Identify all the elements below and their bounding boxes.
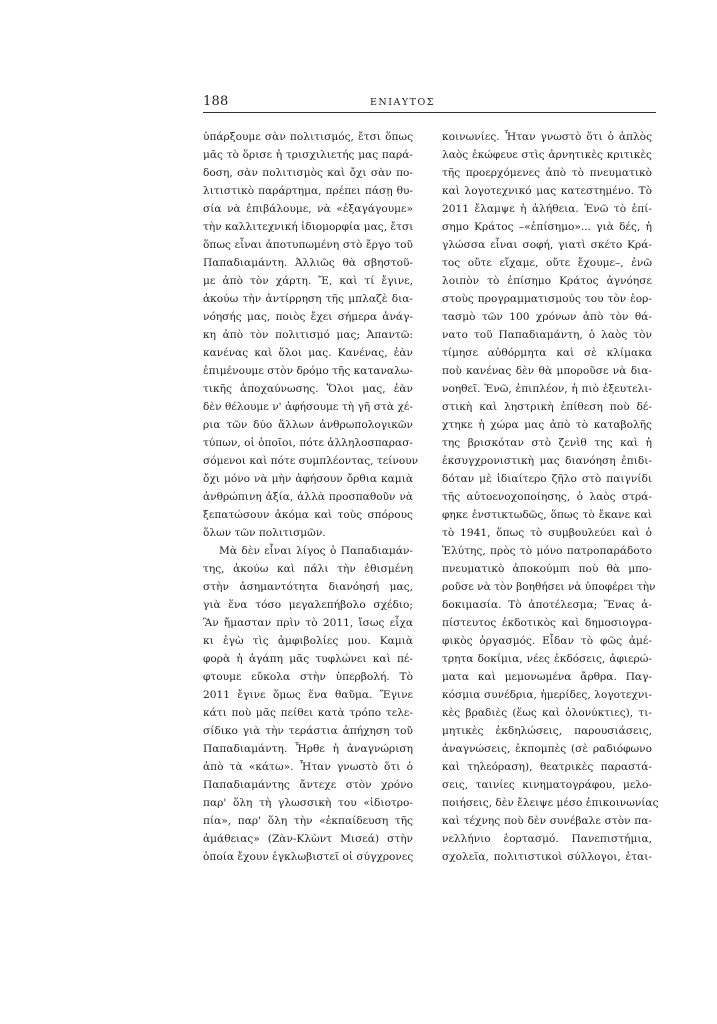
text-line: καὶ τέχνης ποὺ δὲν συνέβαλε στὸν πα-: [442, 815, 652, 827]
right-text-column: [442, 128, 659, 866]
text-line: Ἐλύτης, πρὸς τὸ μόνο πατροπαράδοτο: [442, 545, 652, 557]
text-line: στικὴ καὶ ληστρικὴ ἐπίθεση ποὺ δέ-: [442, 401, 652, 413]
text-line: κόσμια συνέδρια, ἡμερίδες, λογοτεχνι-: [442, 689, 652, 701]
running-head: ΕΝΙΑΥΤΟΣ: [370, 97, 435, 108]
text-line: σόμενοι καὶ πότε συμπλέοντας, τείνουν: [203, 455, 419, 467]
text-line: νόησής μας, ποιὸς ἔχει σήμερα ἀνάγ-: [203, 311, 413, 323]
text-line: φορὰ ἡ ἀγάπη μᾶς τυφλώνει καὶ πέ-: [203, 653, 413, 665]
text-line: κι ἐγὼ τὶς ἀμφιβολίες μου. Καμιὰ: [203, 635, 413, 647]
text-line: της βρισκόταν στὸ ζενὶθ της καὶ ἡ: [442, 437, 652, 449]
text-line: τρητα δοκίμια, νέες ἐκδόσεις, ἀφιερώ-: [442, 653, 652, 665]
text-line: ὅπως εἶναι ἀποτυπωμένη στὸ ἔργο τοῦ: [203, 239, 413, 251]
text-line: φτουμε εὔκολα στὴν ὑπερβολή. Τὸ: [203, 671, 413, 683]
text-line: δὲν θέλουμε ν' ἀφήσουμε τὴ γῆ στὰ χέ-: [203, 401, 413, 413]
header-rule: [203, 112, 656, 113]
text-line: ποιήσεις, δὲν ἔλειψε μέσο ἐπικοινωνίας: [442, 797, 659, 809]
text-line: τὴν καλλιτεχνική ἰδιομορφία μας, ἔτσι: [203, 221, 414, 233]
text-line: νοηθεῖ. Ἐνῶ, ἐπιπλέον, ἡ πιὸ ἐξευτελι-: [442, 383, 652, 395]
text-line: κανένας καὶ ὅλοι μας. Κανένας, ἐὰν: [203, 347, 413, 359]
text-line: μητικὲς ἐκδηλώσεις, παρουσιάσεις,: [442, 725, 652, 737]
text-line: της, ἀκούω καὶ πάλι τὴν ἐθισμένη: [203, 563, 413, 575]
text-line: Παπαδιαμάντης ἄντεχε στὸν χρόνο: [203, 779, 413, 791]
text-line: καὶ λογοτεχνικό μας κατεστημένο. Τὸ: [442, 185, 652, 197]
text-line: πνευματικὸ ἀποκούμπι ποὺ θὰ μπο-: [442, 563, 652, 575]
text-line: σχολεῖα, πολιτιστικοὶ σύλλογοι, ἑται-: [442, 851, 652, 863]
text-line: Παπαδιαμάντη. Ἦρθε ἡ ἀναγνώριση: [203, 743, 413, 755]
text-line: ἐπιμένουμε στὸν δρόμο τῆς καταναλω-: [203, 365, 413, 377]
text-line: κοινωνίες. Ἦταν γνωστὸ ὅτι ὁ ἁπλὸς: [442, 131, 652, 143]
text-line: γλώσσα εἶναι σοφή, γιατὶ σκέτο Κρά-: [442, 239, 652, 251]
text-line: ἀναγνώσεις, ἐκπομπὲς (σὲ ραδιόφωνο: [442, 743, 652, 755]
text-line: ροῦσε νὰ τὸν βοηθήσει νὰ ὑποφέρει τὴν: [442, 581, 656, 593]
text-line: πίστευτος ἐκδοτικὸς καὶ δημοσιογρα-: [442, 617, 652, 629]
text-line: ἐκσυγχρονιστικὴ μας διανόηση ἐπιδι-: [442, 455, 652, 467]
text-line: νελλήνιο ἑορτασμό. Πανεπιστήμια,: [442, 833, 652, 845]
text-line: φηκε ἐνστικτωδῶς, ὅπως τὸ ἔκανε καὶ: [442, 509, 652, 521]
text-line: ἀπὸ τὰ «κάτω». Ἦταν γνωστὸ ὅτι ὁ: [203, 761, 413, 773]
text-line: νατο τοῦ Παπαδιαμάντη, ὁ λαὸς τὸν: [442, 329, 652, 341]
text-line: παρ' ὅλη τὴ γλωσσικὴ του «ἰδιοτρο-: [203, 797, 413, 809]
text-line: ὅλων τῶν πολιτισμῶν.: [203, 527, 326, 539]
text-line: ρια τῶν δύο ἄλλων ἀνθρωπολογικῶν: [203, 419, 413, 431]
text-line: σία νὰ ἐπιβάλουμε, νὰ «ἐξαγάγουμε»: [203, 203, 413, 215]
text-line: ἀκούω τὴν ἀντίρρηση τῆς μπλαζὲ δια-: [203, 293, 413, 305]
page-number: 188: [203, 94, 229, 109]
text-line: σίδικο γιὰ τὴν τεράστια ἀπήχηση τοῦ: [203, 725, 413, 737]
text-line: κάτι ποὺ μᾶς πείθει κατὰ τρόπο τελε-: [203, 707, 413, 719]
text-line: τῆς αὐτοενοχοποίησης, ὁ λαὸς στρά-: [442, 491, 652, 503]
text-line: τῆς προερχόμενες ἀπὸ τὸ πνευματικὸ: [442, 167, 652, 179]
text-line: δόταν μὲ ἰδιαίτερο ζῆλο στὸ παιγνίδι: [442, 473, 652, 485]
text-line: Ἂν ἤμασταν πρὶν τὸ 2011, ἴσως εἶχα: [203, 617, 413, 629]
text-line: ἀνθρώπινη ἀξία, ἀλλὰ προσπαθοῦν νὰ: [203, 491, 413, 503]
text-line: χτηκε ἡ χώρα μας ἀπὸ τὸ καταβολῆς: [442, 419, 652, 431]
text-line: Παπαδιαμάντη. Ἀλλιῶς θὰ σβηστοῦ-: [203, 257, 413, 269]
text-line: λοιπὸν τὸ ἐπίσημο Κράτος ἀγνόησε: [442, 275, 652, 287]
text-line: σεις, ταινίες κινηματογράφου, μελο-: [442, 779, 652, 791]
text-line: τίμησε αὐθόρμητα καὶ σὲ κλίμακα: [442, 347, 652, 359]
text-line: τος οὔτε εἴχαμε, οὔτε ἔχουμε–, ἐνῶ: [442, 257, 652, 269]
text-line: τύπων, οἱ ὁποῖοι, πότε ἀλληλοσπαρασ-: [203, 437, 413, 449]
text-line: στὴν ἀσημαντότητα διανόησή μας,: [203, 581, 413, 593]
text-line: λιτιστικὸ παράρτημα, πρέπει πάσῃ θυ-: [203, 185, 413, 197]
text-line: γιὰ ἕνα τόσο μεγαλεπήβολο σχέδιο;: [203, 599, 413, 611]
text-line: τασμὸ τῶν 100 χρόνων ἀπὸ τὸν θά-: [442, 311, 652, 323]
text-line: κὲς βραδιὲς (ἕως καὶ ὁλονύκτιες), τι-: [442, 707, 652, 719]
text-line: 2011 ἔλαμψε ἡ ἀλήθεια. Ἐνῶ τὸ ἐπί-: [442, 203, 652, 215]
text-line: ξεπατώσουν ἀκόμα καὶ τοὺς σπόρους: [203, 509, 413, 521]
text-line: σημο Κράτος –«ἐπίσημο»... γιὰ δές, ἡ: [442, 221, 652, 233]
text-line: ὄχι μόνο νὰ μὴν ἀφήσουν ὄρθια καμιὰ: [203, 473, 413, 485]
text-line: στοὺς προγραμματισμούς του τὸν ἑορ-: [442, 293, 652, 305]
text-line: τικῆς ἀποχαύνωσης. Ὅλοι μας, ἐὰν: [203, 383, 413, 395]
text-line: Μὰ δὲν εἶναι λίγος ὁ Παπαδιαμάν-: [219, 545, 413, 557]
text-line: λαὸς ἐκώφευε στὶς ἀρνητικὲς κριτικὲς: [442, 149, 652, 161]
text-line: φικὸς ὀργασμός. Εἶδαν τὸ φῶς ἀμέ-: [442, 635, 652, 647]
text-line: ἀμάθειας» (Ζὰν-Κλὼντ Μισεά) στὴν: [203, 833, 413, 845]
text-line: κη ἀπὸ τὸν πολιτισμό μας; Ἀπαντῶ:: [203, 329, 413, 341]
text-line: ὑπάρξουμε σὰν πολιτισμός, ἔτσι ὅπως: [203, 131, 413, 143]
text-line: ματα καὶ μεμονωμένα ἄρθρα. Παγ-: [442, 671, 652, 683]
text-line: ὁποία ἔχουν ἐγκλωβιστεῖ οἱ σύγχρονες: [203, 851, 414, 863]
text-line: με ἀπὸ τὸν χάρτη. Ἔ, καὶ τί ἔγινε,: [203, 275, 413, 287]
text-line: μᾶς τὸ ὅρισε ἡ τρισχιλιετής μας παρά-: [203, 149, 413, 161]
text-line: 2011 ἔγινε ὅμως ἕνα θαῦμα. Ἔγινε: [203, 689, 413, 701]
text-line: πία», παρ' ὅλη τὴν «ἐκπαίδευση τῆς: [203, 815, 413, 827]
text-line: καὶ τηλεόραση), θεατρικὲς παραστά-: [442, 761, 652, 773]
left-text-column: [203, 128, 419, 866]
text-line: ποὺ κανένας δὲν θὰ μποροῦσε νὰ δια-: [442, 365, 652, 377]
text-line: δοκιμασία. Τὸ ἀποτέλεσμα; Ἕνας ἀ-: [442, 599, 652, 611]
text-line: τὸ 1941, ὅπως τὸ συμβουλεύει καὶ ὁ: [442, 527, 652, 539]
text-line: δοση, σὰν πολιτισμὸς καὶ ὄχι σὰν πο-: [203, 167, 413, 179]
